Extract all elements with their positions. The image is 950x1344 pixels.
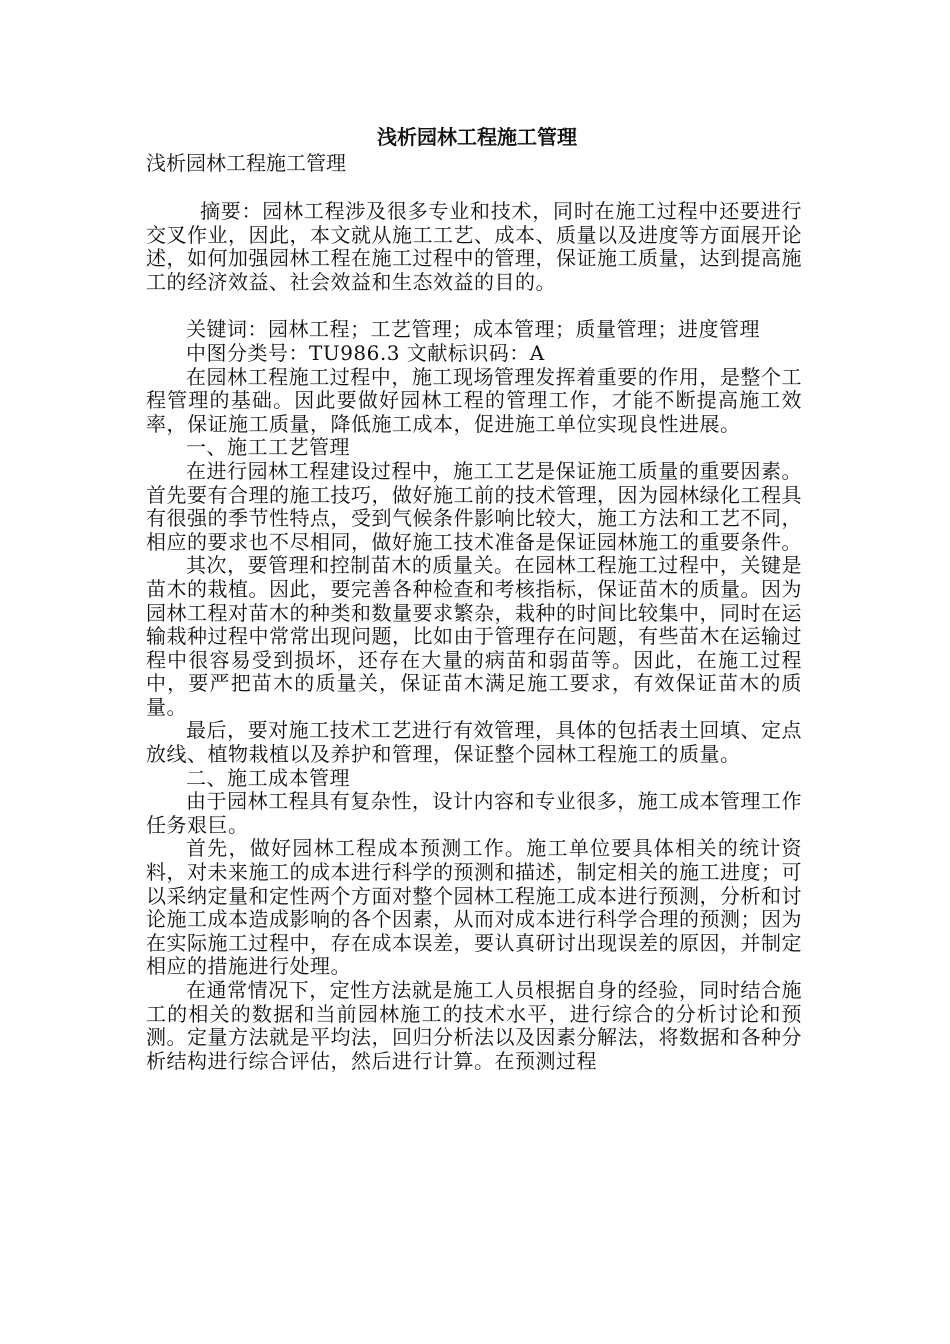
body-paragraph: 在通常情况下，定性方法就是施工人员根据自身的经验，同时结合施工的相关的数据和当前园林施工的技术水平，进行综合的分析讨论和预测。定量方法就是平均法，回归分析法以及因素分解法，将数据和各种分析结构进行综合评估，然后进行计算。在预测过程 — [146, 978, 802, 1073]
keywords-paragraph: 关键词：园林工程；工艺管理；成本管理；质量管理；进度管理 — [186, 317, 760, 342]
classification-line: 中图分类号：TU986.3 文献标识码：A — [186, 340, 545, 365]
section-heading-cost: 二、施工成本管理 — [186, 765, 350, 790]
document-body — [146, 124, 802, 1073]
body-paragraph: 其次，要管理和控制苗木的质量关。在园林工程施工过程中，关键是苗木的栽植。因此，要完善各种检查和考核指标，保证苗木的质量。因为园林工程对苗木的种类和数量要求繁杂，栽种的时间比较集中，同时在运输栽种过程中常常出现问题，比如由于管理存在问题，有些苗木在运输过程中很容易受到损坏，还存在大量的病苗和弱苗等。因此，在施工过程中，要严把苗木的质量关，保证苗木满足施工要求，有效保证苗木的质量。 — [146, 553, 802, 719]
section-heading-craft: 一、施工工艺管理 — [186, 435, 350, 460]
body-paragraph: 首先，做好园林工程成本预测工作。施工单位要具体相关的统计资料，对未来施工的成本进行科学的预测和描述，制定相关的施工进度；可以采纳定量和定性两个方面对整个园林工程施工成本进行预测，分析和讨论施工成本造成影响的各个因素，从而对成本进行科学合理的预测；因为在实际施工过程中，存在成本误差，要认真研讨出现误差的原因，并制定相应的措施进行处理。 — [146, 836, 802, 979]
body-paragraph: 在园林工程施工过程中，施工现场管理发挥着重要的作用，是整个工程管理的基础。因此要做好园林工程的管理工作，才能不断提高施工效率，保证施工质量，降低施工成本，促进施工单位实现良性进展。 — [146, 364, 802, 436]
document-title: 浅析园林工程施工管理 — [377, 125, 577, 149]
body-paragraph: 最后，要对施工技术工艺进行有效管理，具体的包括表土回填、定点放线、植物栽植以及养护和管理，保证整个园林工程施工的质量。 — [146, 718, 802, 767]
body-paragraph: 在进行园林工程建设过程中，施工工艺是保证施工质量的重要因素。首先要有合理的施工技巧，做好施工前的技术管理，因为园林绿化工程具有很强的季节性特点，受到气候条件影响比较大，施工方法和工艺不同，相应的要求也不尽相同，做好施工技术准备是保证园林施工的重要条件。 — [146, 458, 802, 554]
document-subtitle: 浅析园林工程施工管理 — [146, 151, 346, 175]
abstract-paragraph: 摘要：园林工程涉及很多专业和技术，同时在施工过程中还要进行交叉作业，因此，本文就从施工工艺、成本、质量以及进度等方面展开论述，如何加强园林工程在施工过程中的管理，保证施工质量，达到提高施工的经济效益、社会效益和生态效益的目的。 — [146, 199, 802, 294]
body-paragraph: 由于园林工程具有复杂性，设计内容和专业很多，施工成本管理工作任务艰巨。 — [146, 789, 802, 837]
